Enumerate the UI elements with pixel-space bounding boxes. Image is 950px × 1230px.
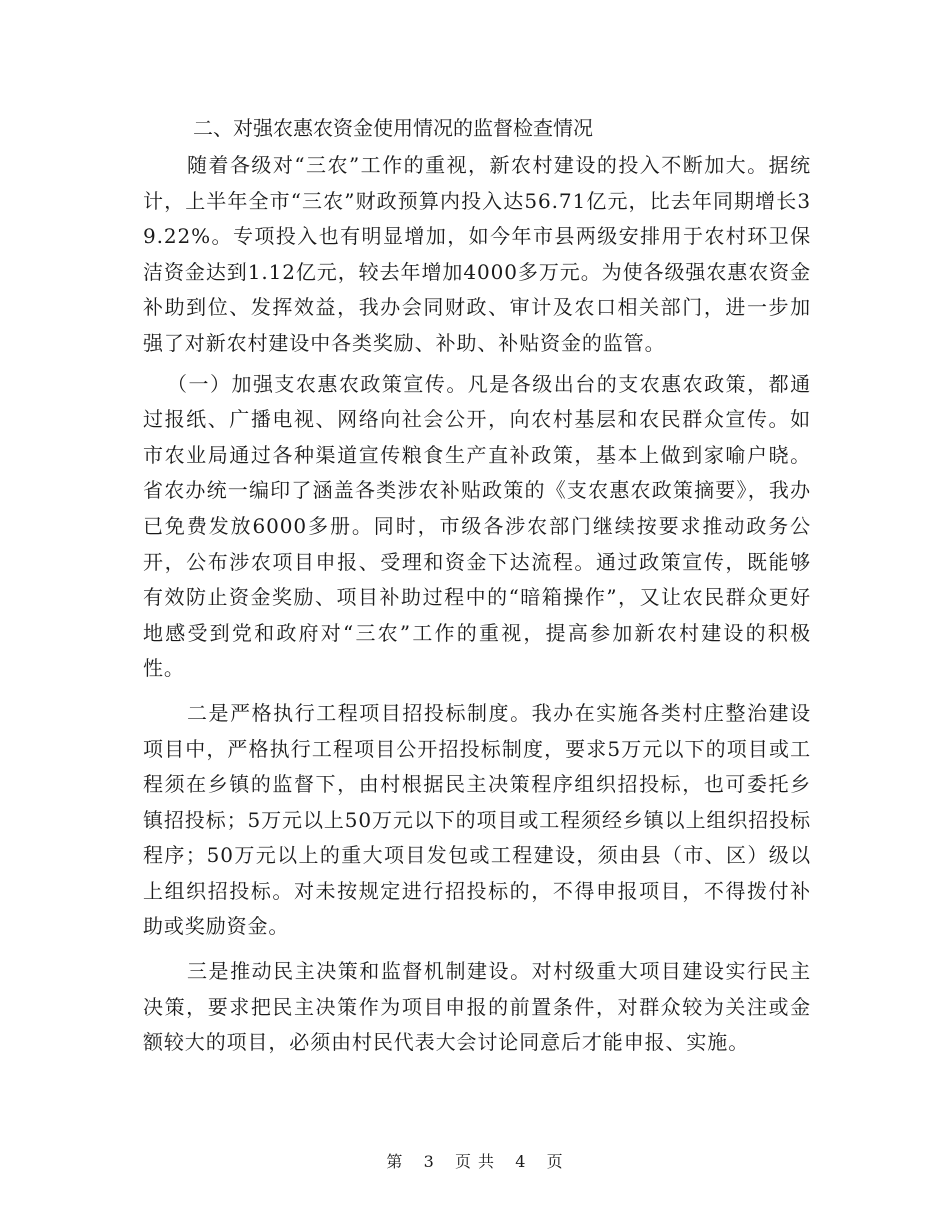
- footer-prefix: 第: [386, 1152, 404, 1171]
- section-heading: 二、对强农惠农资金使用情况的监督检查情况: [193, 116, 593, 140]
- current-page-number: 3: [423, 1152, 435, 1171]
- footer-suffix: 页: [546, 1152, 564, 1171]
- footer-middle: 页 共: [454, 1152, 496, 1171]
- body-paragraph: （一）加强支农惠农政策宣传。凡是各级出台的支农惠农政策，都通过报纸、广播电视、网络向社会公开，向农村基层和农民群众宣传。如市农业局通过各种渠道宣传粮食生产直补政策，基本上做到家喻户晓。省农办统一编印了涵盖各类涉农补贴政策的《支农惠农政策摘要》，我办已免费发放6000多册。同时，市级各涉农部门继续按要求推动政务公开，公布涉农项目申报、受理和资金下达流程。通过政策宣传，既能够有效防止资金奖励、项目补助过程中的“暗箱操作”，又让农民群众更好地感受到党和政府对“三农”工作的重视，提高参加新农村建设的积极性。: [143, 371, 811, 681]
- body-paragraph: 二是严格执行工程项目招投标制度。我办在实施各类村庄整治建设项目中，严格执行工程项目公开招投标制度，要求5万元以下的项目或工程须在乡镇的监督下，由村根据民主决策程序组织招投标，也可委托乡镇招投标；5万元以上50万元以下的项目或工程须经乡镇以上组织招投标程序；50万元以上的重大项目发包或工程建设，须由县（市、区）级以上组织招投标。对未按规定进行招投标的，不得申报项目，不得拨付补助或奖励资金。: [143, 700, 811, 939]
- body-paragraph: 随着各级对“三农”工作的重视，新农村建设的投入不断加大。据统计，上半年全市“三农”财政预算内投入达56.71亿元，比去年同期增长39.22%。专项投入也有明显增加，如今年市县两级安排用于农村环卫保洁资金达到1.12亿元，较去年增加4000多万元。为使各级强农惠农资金补助到位、发挥效益，我办会同财政、审计及农口相关部门，进一步加强了对新农村建设中各类奖励、补助、补贴资金的监管。: [143, 153, 811, 355]
- document-body: [143, 112, 811, 1061]
- page-footer: [0, 1152, 950, 1172]
- body-paragraph: 三是推动民主决策和监督机制建设。对村级重大项目建设实行民主决策，要求把民主决策作为项目申报的前置条件，对群众较为关注或金额较大的项目，必须由村民代表大会讨论同意后才能申报、实施。: [143, 959, 811, 1055]
- total-pages-number: 4: [515, 1152, 527, 1171]
